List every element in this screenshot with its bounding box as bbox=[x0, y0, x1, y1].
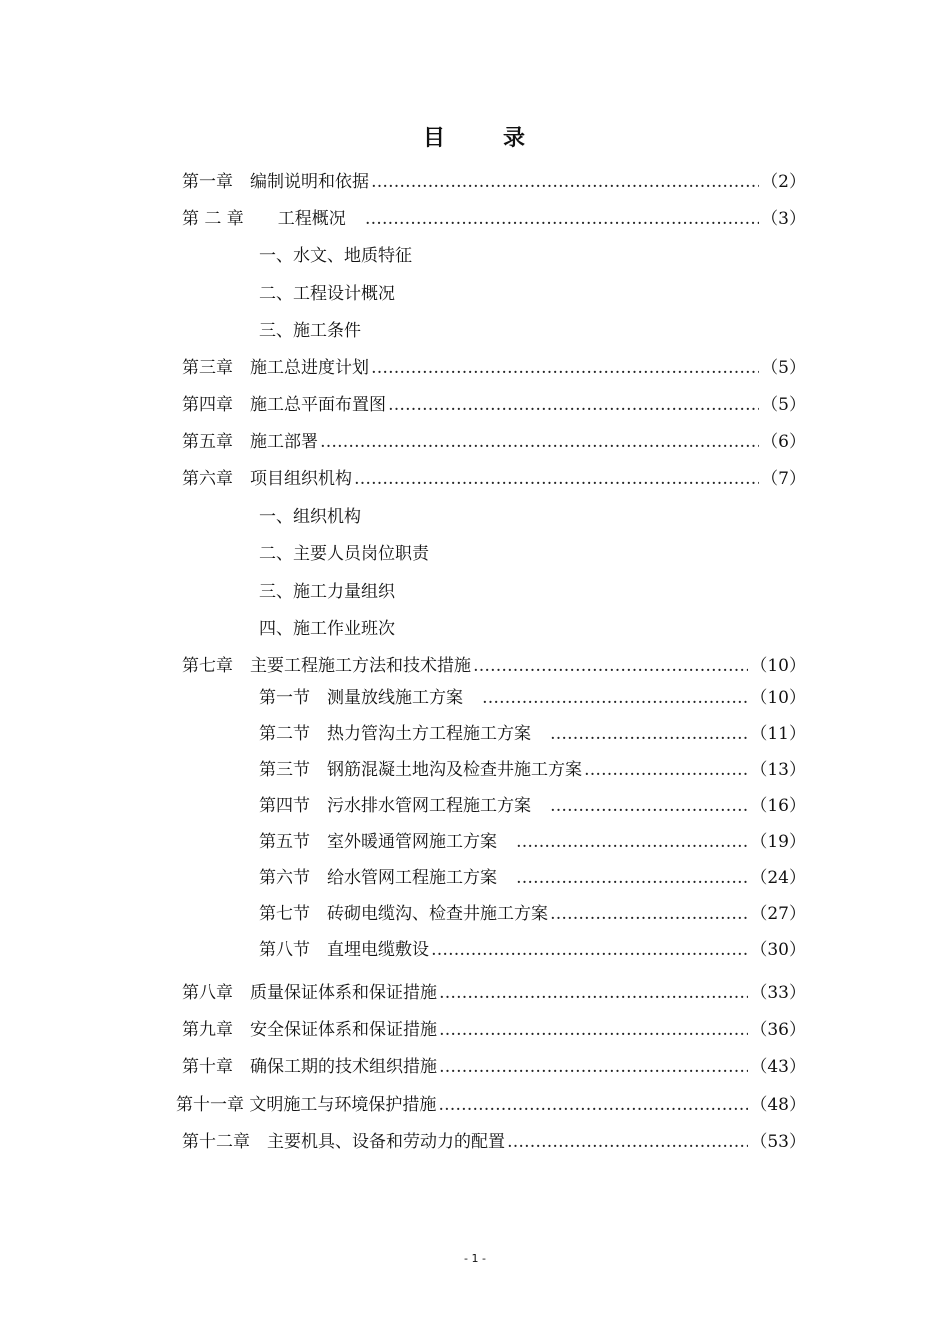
toc-subitem: 四、施工作业班次 bbox=[259, 619, 395, 639]
toc-entry-label: 第三章 施工总进度计划 bbox=[182, 358, 369, 378]
dot-leader bbox=[516, 829, 748, 855]
toc-entry-page: （6） bbox=[761, 432, 806, 452]
toc-entry[interactable] bbox=[182, 1129, 806, 1155]
dot-leader bbox=[371, 169, 759, 195]
toc-entry-label: 第二节 热力管沟土方工程施工方案 bbox=[259, 724, 548, 744]
dot-leader bbox=[550, 793, 748, 819]
toc-subitem: 二、主要人员岗位职责 bbox=[259, 544, 429, 564]
toc-section-entry[interactable] bbox=[259, 937, 806, 963]
toc-entry[interactable] bbox=[182, 355, 806, 381]
toc-entry-page: （10） bbox=[750, 656, 806, 676]
page-number: - 1 - bbox=[464, 1252, 486, 1265]
toc-entry-page: （7） bbox=[761, 469, 806, 489]
toc-section-entry[interactable] bbox=[259, 757, 806, 783]
toc-subitem: 二、工程设计概况 bbox=[259, 284, 395, 304]
toc-entry[interactable] bbox=[182, 653, 806, 679]
toc-entry-page: （5） bbox=[761, 358, 806, 378]
dot-leader bbox=[365, 206, 759, 232]
dot-leader bbox=[507, 1129, 748, 1155]
toc-entry[interactable] bbox=[176, 1092, 806, 1118]
toc-entry-page: （16） bbox=[750, 796, 806, 816]
toc-entry-page: （11） bbox=[750, 724, 806, 744]
toc-entry-page: （48） bbox=[750, 1095, 806, 1115]
toc-subitem: 一、组织机构 bbox=[259, 507, 361, 527]
toc-subitem: 三、施工条件 bbox=[259, 321, 361, 341]
toc-section-entry[interactable] bbox=[259, 865, 806, 891]
toc-section-entry[interactable] bbox=[259, 829, 806, 855]
toc-entry[interactable] bbox=[182, 1017, 806, 1043]
dot-leader bbox=[439, 1017, 748, 1043]
toc-entry-label: 第十章 确保工期的技术组织措施 bbox=[182, 1057, 437, 1077]
title-char-2: 录 bbox=[503, 125, 528, 151]
toc-entry-page: （30） bbox=[750, 940, 806, 960]
toc-entry-label: 第四章 施工总平面布置图 bbox=[182, 395, 386, 415]
dot-leader bbox=[438, 1092, 748, 1118]
dot-leader bbox=[516, 865, 748, 891]
toc-entry[interactable] bbox=[182, 466, 806, 492]
toc-entry[interactable] bbox=[182, 169, 806, 195]
dot-leader bbox=[320, 429, 759, 455]
dot-leader bbox=[388, 392, 759, 418]
dot-leader bbox=[431, 937, 748, 963]
toc-entry-label: 第七章 主要工程施工方法和技术措施 bbox=[182, 656, 471, 676]
toc-entry[interactable] bbox=[182, 392, 806, 418]
dot-leader bbox=[439, 1054, 748, 1080]
toc-section-entry[interactable] bbox=[259, 793, 806, 819]
toc-entry-label: 第一章 编制说明和依据 bbox=[182, 172, 369, 192]
toc-entry-page: （33） bbox=[750, 983, 806, 1003]
toc-entry-label: 第七节 砖砌电缆沟、检查井施工方案 bbox=[259, 904, 548, 924]
toc-entry-page: （53） bbox=[750, 1132, 806, 1152]
toc-entry-page: （13） bbox=[750, 760, 806, 780]
toc-entry[interactable] bbox=[182, 429, 806, 455]
toc-entry-label: 第六章 项目组织机构 bbox=[182, 469, 352, 489]
toc-entry-label: 第四节 污水排水管网工程施工方案 bbox=[259, 796, 548, 816]
toc-entry-label: 第五节 室外暖通管网施工方案 bbox=[259, 832, 514, 852]
toc-entry-page: （10） bbox=[750, 688, 806, 708]
dot-leader bbox=[354, 466, 759, 492]
toc-entry-page: （3） bbox=[761, 209, 806, 229]
dot-leader bbox=[584, 757, 748, 783]
dot-leader bbox=[371, 355, 759, 381]
toc-subitem: 三、施工力量组织 bbox=[259, 582, 395, 602]
toc-entry-label: 第六节 给水管网工程施工方案 bbox=[259, 868, 514, 888]
toc-entry-page: （19） bbox=[750, 832, 806, 852]
toc-entry-page: （36） bbox=[750, 1020, 806, 1040]
title-char-1: 目 bbox=[422, 125, 447, 151]
toc-title bbox=[0, 121, 950, 152]
toc-entry-page: （24） bbox=[750, 868, 806, 888]
toc-entry-page: （5） bbox=[761, 395, 806, 415]
toc-entry-label: 第十一章 文明施工与环境保护措施 bbox=[176, 1095, 437, 1115]
dot-leader bbox=[550, 901, 748, 927]
toc-section-entry[interactable] bbox=[259, 901, 806, 927]
toc-section-entry[interactable] bbox=[259, 721, 806, 747]
toc-entry[interactable] bbox=[182, 980, 806, 1006]
toc-entry-label: 第九章 安全保证体系和保证措施 bbox=[182, 1020, 437, 1040]
toc-entry-label: 第八章 质量保证体系和保证措施 bbox=[182, 983, 437, 1003]
toc-entry[interactable] bbox=[182, 1054, 806, 1080]
toc-entry-page: （43） bbox=[750, 1057, 806, 1077]
toc-entry[interactable] bbox=[182, 206, 806, 232]
dot-leader bbox=[439, 980, 748, 1006]
toc-section-entry[interactable] bbox=[259, 685, 806, 711]
dot-leader bbox=[550, 721, 748, 747]
toc-entry-label: 第 二 章 工程概况 bbox=[182, 209, 363, 229]
toc-entry-label: 第一节 测量放线施工方案 bbox=[259, 688, 480, 708]
toc-entry-page: （2） bbox=[761, 172, 806, 192]
dot-leader bbox=[482, 685, 748, 711]
toc-entry-page: （27） bbox=[750, 904, 806, 924]
toc-entry-label: 第五章 施工部署 bbox=[182, 432, 318, 452]
toc-entry-label: 第八节 直埋电缆敷设 bbox=[259, 940, 429, 960]
dot-leader bbox=[473, 653, 748, 679]
toc-subitem: 一、水文、地质特征 bbox=[259, 246, 412, 266]
toc-entry-label: 第三节 钢筋混凝土地沟及检查井施工方案 bbox=[259, 760, 582, 780]
toc-entry-label: 第十二章 主要机具、设备和劳动力的配置 bbox=[182, 1132, 505, 1152]
